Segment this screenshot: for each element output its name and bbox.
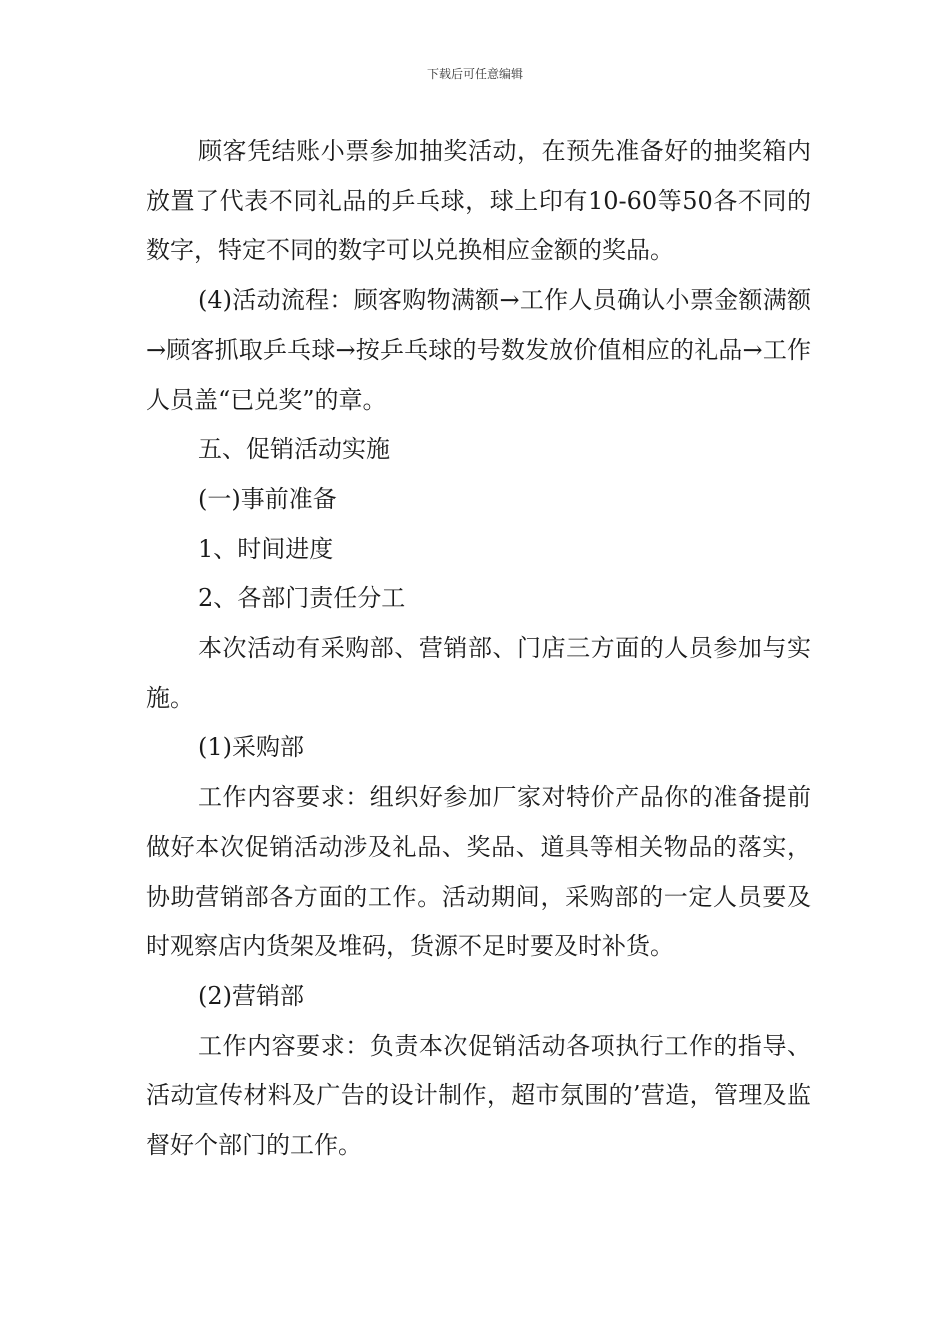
paragraph-participants: 本次活动有采购部、营销部、门店三方面的人员参加与实施。	[146, 634, 811, 712]
page-header: 下载后可任意编辑	[426, 67, 523, 81]
section-heading-implementation: 五、促销活动实施	[198, 435, 390, 464]
paragraph-activity-flow: (4)活动流程：顾客购物满额→工作人员确认小票金额满额→顾客抓取乒乓球→按乒乓球的号数发放价值相应的礼品→工作人员盖“已兑奖”的章。	[146, 286, 811, 414]
item-schedule: 1、时间进度	[198, 534, 334, 563]
subsection-heading-preparation: (一)事前准备	[198, 484, 337, 513]
item-division-of-duties: 2、各部门责任分工	[198, 584, 406, 613]
paragraph-lottery-rules: 顾客凭结账小票参加抽奖活动，在预先准备好的抽奖箱内放置了代表不同礼品的乒乓球，球上印有10-60等50各不同的数字，特定不同的数字可以兑换相应金额的奖品。	[146, 137, 811, 265]
heading-marketing-dept: (2)营销部	[198, 981, 304, 1010]
paragraph-purchasing-duties: 工作内容要求：组织好参加厂家对特价产品你的准备提前做好本次促销活动涉及礼品、奖品、道具等相关物品的落实，协助营销部各方面的工作。活动期间，采购部的一定人员要及时观察店内货架及堆码，货源不足时要及时补货。	[146, 783, 811, 961]
document-body	[146, 127, 811, 1171]
paragraph-marketing-duties: 工作内容要求：负责本次促销活动各项执行工作的指导、活动宣传材料及广告的设计制作，超市氛围的’营造，管理及监督好个部门的工作。	[146, 1031, 811, 1160]
heading-purchasing-dept: (1)采购部	[198, 733, 304, 762]
